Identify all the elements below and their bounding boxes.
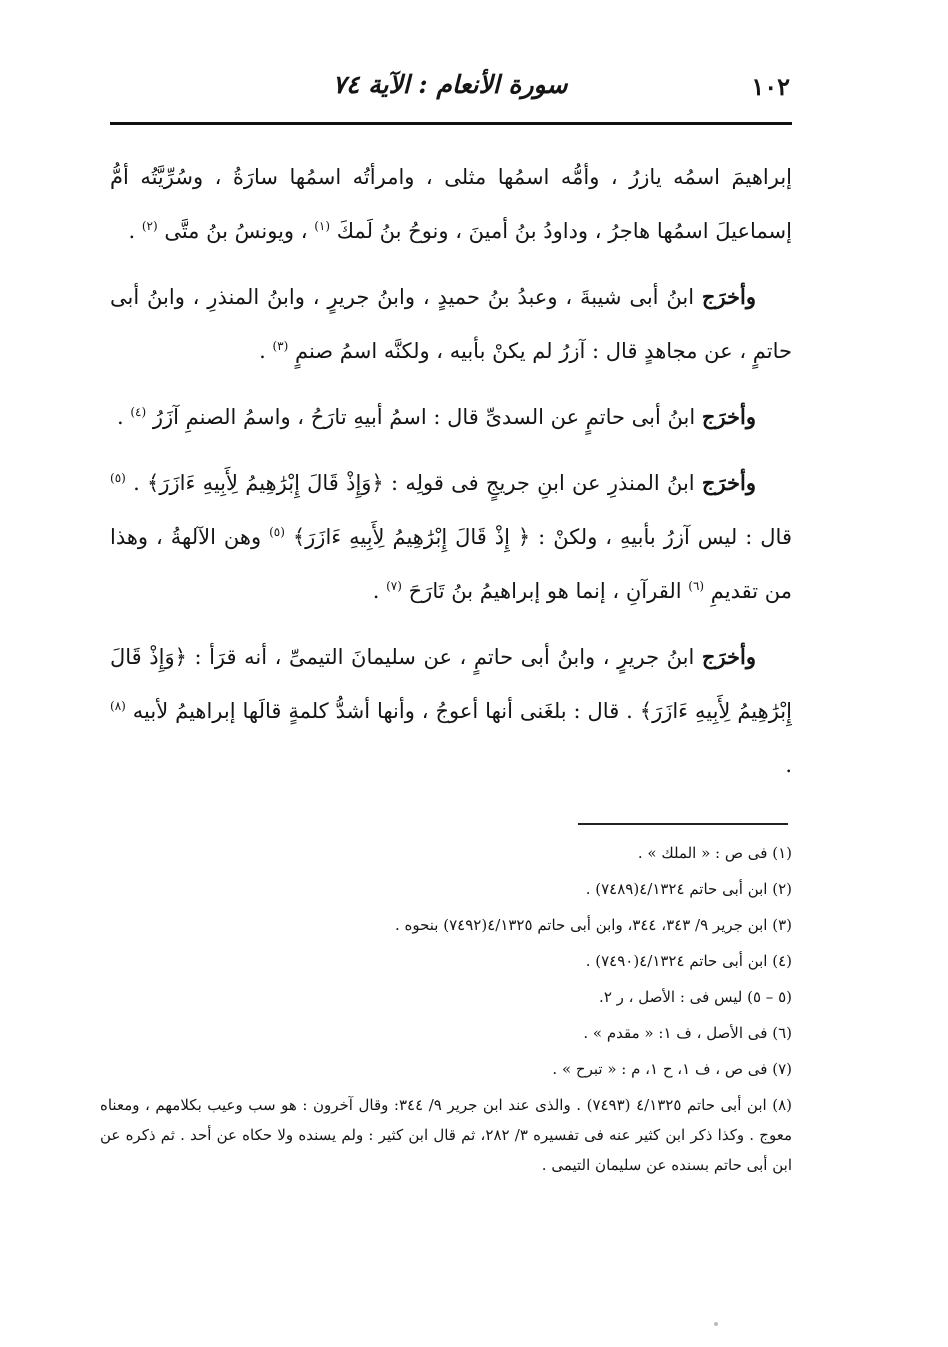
footnote-marker: (١)	[314, 219, 331, 233]
paragraph-text: وهن الآلهةُ ، وهذا من تقديمِ	[110, 525, 792, 603]
paragraph-text: ابنُ جريرٍ ، وابنُ أبى حاتمٍ ، عن سليمانَ التيمىِّ ، أنه قرَأ : ﴿وَإِذْ قَالَ إِبْرَٰهِيمُ لِأَبِيهِ ءَازَرَ﴾ . قال : بلغَنى أنها أعوجُ ، وأنها أشدُّ كلمةٍ قالَها إبراهيمُ لأبيه	[110, 645, 792, 723]
paragraph-text: ابنُ المنذرِ عن ابنِ جريجٍ فى قولِه : ﴿وَإِذْ قَالَ إِبْرَٰهِيمُ لِأَبِيهِ ءَازَرَ﴾ .	[133, 471, 695, 495]
footnote-4: (٤) ابن أبى حاتم ٤/١٣٢٤(٧٤٩٠) .	[585, 952, 792, 970]
footnote-5: (٥ – ٥) ليس فى : الأصل ، ر ٢.	[599, 988, 792, 1006]
paragraph-4	[110, 456, 792, 618]
footnote-7: (٧) فى ص ، ف ١، ح ١، م : « تبرح » .	[552, 1060, 792, 1078]
paragraph-text: القرآنِ ، إنما هو إبراهيمُ بنُ تَارَحَ	[408, 579, 682, 603]
paragraph-1	[110, 150, 792, 258]
page-header	[110, 66, 790, 110]
paragraph-end: .	[116, 405, 124, 429]
paragraph-2	[110, 270, 792, 378]
paragraph-lead: وأخرَج	[701, 470, 756, 495]
footnote-3: (٣) ابن جرير ٩/ ٣٤٣، ٣٤٤، وابن أبى حاتم ٤/١٣٢٥(٧٤٩٢) بنحوه .	[394, 916, 792, 934]
paragraph-end: .	[372, 579, 380, 603]
footnote-2: (٢) ابن أبى حاتم ٤/١٣٢٤(٧٤٨٩) .	[585, 880, 792, 898]
paragraph-text: قال : ليس آزرُ بأبيهِ ، ولكنْ : ﴿ إِذْ قَالَ إِبْرَٰهِيمُ لِأَبِيهِ ءَازَرَ﴾	[292, 525, 792, 549]
footnote-marker: (٦)	[688, 579, 705, 593]
running-title: سورة الأنعام : الآية ٧٤	[332, 70, 568, 99]
footnote-marker: (٥)	[269, 525, 285, 539]
paragraph-text: ابنُ أبى شيبةَ ، وعبدُ بنُ حميدٍ ، وابنُ جريرٍ ، وابنُ المنذرِ ، وابنُ أبى حاتمٍ ، عن مجاهدٍ قال : آزرُ لم يكنْ بأبيه ، ولكنَّه اسمُ صنمٍ	[110, 285, 792, 363]
paragraph-5	[110, 630, 792, 792]
paragraph-end: .	[785, 753, 792, 777]
header-rule	[110, 122, 792, 125]
footnote-marker: (٧)	[386, 579, 402, 593]
paragraph-text: ابنُ أبى حاتمٍ عن السدىِّ قال : اسمُ أبيهِ تارَحُ ، واسمُ الصنمِ آزَرُ	[152, 405, 696, 429]
footnote-marker: (٢)	[141, 219, 158, 233]
paragraph-end: .	[128, 219, 136, 243]
paragraph-end: .	[259, 339, 266, 363]
footnote-marker: (٣)	[272, 339, 289, 353]
footnote-6: (٦) فى الأصل ، ف ١: « مقدم » .	[583, 1024, 792, 1042]
footnotes	[100, 838, 792, 1180]
footnote-separator	[578, 823, 788, 825]
paragraph-lead: وأخرَج	[701, 284, 756, 309]
footnote-marker: (٨)	[110, 699, 126, 713]
paragraph-lead: وأخرَج	[701, 644, 756, 669]
paragraph-text: إبراهيمَ اسمُه يازرُ ، وأمُّه اسمُها مثلى ، وامرأتُه اسمُها سارَةُ ، وسُرِّيَّتُه أمُّ إسماعيلَ اسمُها هاجرُ ، وداودُ بنُ أمينَ ، ونوحُ بنُ لَمكَ	[110, 165, 792, 243]
footnote-8: (٨) ابن أبى حاتم ٤/١٣٢٥ (٧٤٩٣) . والذى عند ابن جرير ٩/ ٣٤٤: وقال آخرون : هو سب وعيب بكلامهم ، ومعناه معوج . وكذا ذكر ابن كثير عنه فى تفسيره ٣/ ٢٨٢، ثم قال ابن كثير : ولم يسنده ولا حكاه عن أحد . ثم ذكره عن ابن أبى حاتم بسنده عن سليمان التيمى .	[100, 1096, 792, 1174]
paragraph-3	[110, 390, 792, 444]
page-number: ١٠٢	[751, 72, 790, 101]
main-text	[110, 150, 792, 804]
footnote-marker: (٥)	[110, 471, 126, 485]
footnote-marker: (٤)	[130, 405, 147, 419]
paragraph-text: ، ويونسُ بنُ متَّى	[164, 219, 308, 243]
scan-speck	[714, 1322, 718, 1326]
paragraph-lead: وأخرَج	[701, 404, 756, 429]
footnote-1: (١) فى ص : « الملك » .	[637, 844, 792, 862]
